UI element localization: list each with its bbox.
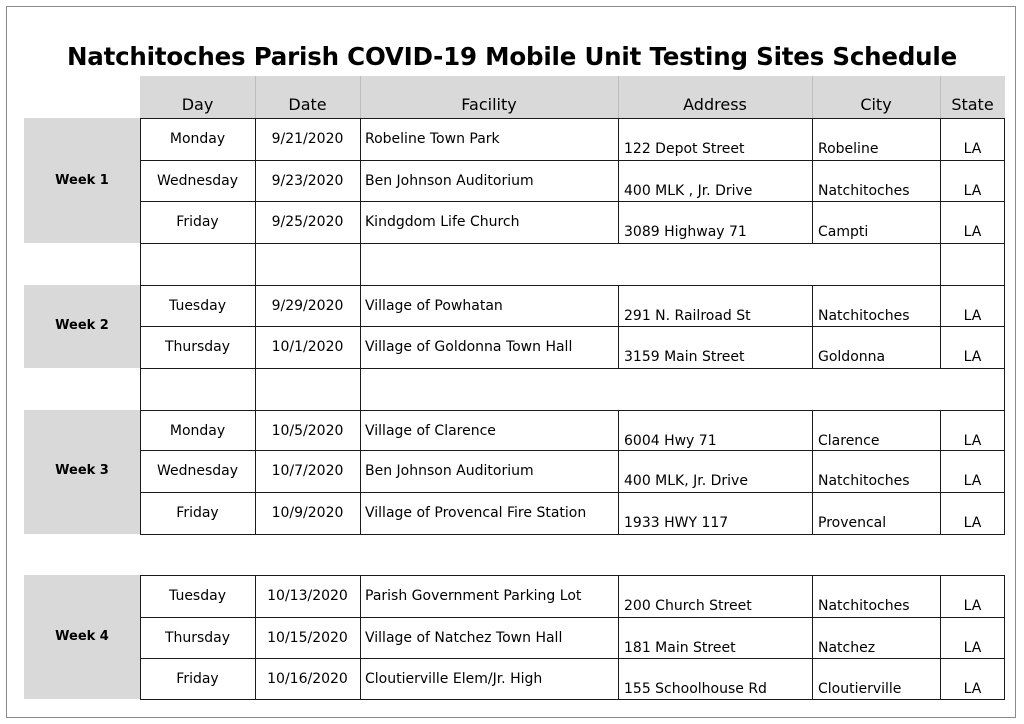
cell-day: Wednesday bbox=[156, 463, 239, 479]
cell-facility: Cloutierville Elem/Jr. High bbox=[365, 671, 543, 687]
grid-line bbox=[140, 534, 1005, 535]
header-divider bbox=[812, 76, 813, 118]
grid-line bbox=[140, 450, 1005, 451]
cell-facility: Village of Goldonna Town Hall bbox=[365, 339, 573, 355]
grid-line bbox=[812, 575, 813, 700]
table-row bbox=[140, 326, 1005, 368]
cell-city: Natchitoches bbox=[818, 308, 910, 324]
cell-state: LA bbox=[963, 183, 982, 199]
cell-facility: Parish Government Parking Lot bbox=[365, 588, 582, 604]
cell-address: 400 MLK , Jr. Drive bbox=[624, 183, 753, 199]
cell-facility: Ben Johnson Auditorium bbox=[365, 173, 534, 189]
header-facility: Facility bbox=[461, 95, 517, 114]
cell-state: LA bbox=[963, 681, 982, 697]
table-row bbox=[140, 575, 1005, 617]
cell-facility: Kindgdom Life Church bbox=[365, 214, 520, 230]
week-4-label: Week 4 bbox=[55, 629, 109, 644]
cell-state: LA bbox=[963, 433, 982, 449]
grid-line bbox=[140, 410, 141, 534]
cell-date: 10/1/2020 bbox=[271, 339, 344, 355]
grid-line bbox=[1004, 410, 1005, 534]
cell-date: 9/29/2020 bbox=[271, 298, 344, 314]
cell-day: Friday bbox=[176, 671, 219, 687]
table-row bbox=[140, 160, 1005, 202]
cell-day: Friday bbox=[176, 505, 219, 521]
table-row bbox=[140, 492, 1005, 534]
cell-facility: Village of Powhatan bbox=[365, 298, 503, 314]
grid-line bbox=[140, 658, 1005, 659]
cell-state: LA bbox=[963, 473, 982, 489]
grid-line bbox=[140, 492, 1005, 493]
cell-date: 10/15/2020 bbox=[267, 630, 348, 646]
header-divider bbox=[360, 76, 361, 118]
cell-address: 155 Schoolhouse Rd bbox=[624, 681, 767, 697]
header-divider bbox=[255, 76, 256, 118]
table-row bbox=[140, 410, 1005, 452]
cell-day: Thursday bbox=[164, 339, 231, 355]
header-address: Address bbox=[683, 95, 747, 114]
table-row bbox=[140, 285, 1005, 327]
cell-address: 122 Depot Street bbox=[624, 141, 745, 157]
grid-line bbox=[140, 617, 1005, 618]
grid-line bbox=[140, 575, 1005, 576]
cell-city: Clarence bbox=[818, 433, 880, 449]
header-divider bbox=[618, 76, 619, 118]
grid-line bbox=[618, 285, 619, 368]
cell-day: Monday bbox=[169, 423, 226, 439]
grid-line bbox=[140, 699, 1005, 700]
cell-day: Tuesday bbox=[169, 588, 226, 604]
cell-day: Friday bbox=[176, 214, 219, 230]
table-row bbox=[140, 658, 1005, 700]
cell-address: 181 Main Street bbox=[624, 640, 736, 656]
grid-line bbox=[140, 243, 1005, 244]
cell-address: 400 MLK, Jr. Drive bbox=[624, 473, 748, 489]
grid-line bbox=[360, 118, 361, 285]
table-row bbox=[140, 617, 1005, 659]
cell-day: Wednesday bbox=[156, 173, 239, 189]
cell-date: 10/9/2020 bbox=[271, 505, 344, 521]
grid-line bbox=[812, 285, 813, 368]
cell-address: 291 N. Railroad St bbox=[624, 308, 751, 324]
cell-city: Natchitoches bbox=[818, 473, 910, 489]
cell-city: Cloutierville bbox=[818, 681, 902, 697]
cell-address: 3159 Main Street bbox=[624, 349, 745, 365]
header-state: State bbox=[951, 95, 994, 114]
cell-facility: Robeline Town Park bbox=[365, 131, 500, 147]
cell-city: Robeline bbox=[818, 141, 879, 157]
grid-line bbox=[140, 285, 141, 410]
grid-line bbox=[940, 285, 941, 368]
grid-line bbox=[140, 285, 1005, 286]
grid-line bbox=[140, 118, 1005, 119]
cell-day: Thursday bbox=[164, 630, 231, 646]
cell-day: Monday bbox=[169, 131, 226, 147]
cell-facility: Village of Provencal Fire Station bbox=[365, 505, 587, 521]
cell-city: Natchitoches bbox=[818, 183, 910, 199]
cell-address: 200 Church Street bbox=[624, 598, 752, 614]
cell-state: LA bbox=[963, 515, 982, 531]
cell-state: LA bbox=[963, 141, 982, 157]
grid-line bbox=[812, 410, 813, 534]
cell-state: LA bbox=[963, 308, 982, 324]
cell-date: 10/5/2020 bbox=[271, 423, 344, 439]
grid-line bbox=[140, 201, 1005, 202]
cell-city: Provencal bbox=[818, 515, 887, 531]
grid-line bbox=[360, 410, 361, 534]
cell-date: 10/7/2020 bbox=[271, 463, 344, 479]
grid-line bbox=[140, 368, 1005, 369]
grid-line bbox=[140, 118, 141, 285]
header-date: Date bbox=[288, 95, 327, 114]
cell-state: LA bbox=[963, 349, 982, 365]
header-divider bbox=[940, 76, 941, 118]
table-row bbox=[140, 450, 1005, 492]
cell-city: Natchez bbox=[818, 640, 876, 656]
grid-line bbox=[255, 410, 256, 534]
cell-day: Tuesday bbox=[169, 298, 226, 314]
cell-facility: Ben Johnson Auditorium bbox=[365, 463, 534, 479]
cell-date: 9/23/2020 bbox=[271, 173, 344, 189]
grid-line bbox=[618, 575, 619, 700]
grid-line bbox=[618, 118, 619, 243]
cell-facility: Village of Natchez Town Hall bbox=[365, 630, 563, 646]
grid-line bbox=[940, 118, 941, 285]
cell-date: 9/25/2020 bbox=[271, 214, 344, 230]
header-day: Day bbox=[181, 95, 214, 114]
table-row bbox=[140, 201, 1005, 243]
header-city: City bbox=[860, 95, 892, 114]
grid-line bbox=[618, 410, 619, 534]
cell-address: 3089 Highway 71 bbox=[624, 224, 747, 240]
grid-line bbox=[1004, 575, 1005, 700]
cell-state: LA bbox=[963, 640, 982, 656]
grid-line bbox=[1004, 285, 1005, 410]
grid-line bbox=[255, 285, 256, 410]
cell-address: 1933 HWY 117 bbox=[624, 515, 729, 531]
cell-address: 6004 Hwy 71 bbox=[624, 433, 717, 449]
grid-line bbox=[940, 410, 941, 534]
cell-city: Campti bbox=[818, 224, 869, 240]
page-title: Natchitoches Parish COVID-19 Mobile Unit Testing Sites Schedule bbox=[66, 42, 958, 71]
grid-line bbox=[812, 118, 813, 243]
grid-line bbox=[940, 575, 941, 700]
cell-city: Goldonna bbox=[818, 349, 886, 365]
cell-facility: Village of Clarence bbox=[365, 423, 496, 439]
table-row bbox=[140, 118, 1005, 160]
cell-state: LA bbox=[963, 224, 982, 240]
week-1-label: Week 1 bbox=[55, 173, 109, 188]
grid-line bbox=[255, 118, 256, 285]
cell-date: 9/21/2020 bbox=[271, 131, 344, 147]
week-2-label: Week 2 bbox=[55, 318, 109, 333]
grid-line bbox=[1004, 118, 1005, 285]
grid-line bbox=[140, 575, 141, 700]
grid-line bbox=[140, 160, 1005, 161]
grid-line bbox=[360, 575, 361, 700]
cell-date: 10/13/2020 bbox=[267, 588, 348, 604]
grid-line bbox=[140, 410, 1005, 411]
cell-date: 10/16/2020 bbox=[267, 671, 348, 687]
grid-line bbox=[255, 575, 256, 700]
week-3-label: Week 3 bbox=[55, 463, 109, 478]
grid-line bbox=[140, 326, 1005, 327]
cell-state: LA bbox=[963, 598, 982, 614]
cell-city: Natchitoches bbox=[818, 598, 910, 614]
grid-line bbox=[360, 285, 361, 410]
